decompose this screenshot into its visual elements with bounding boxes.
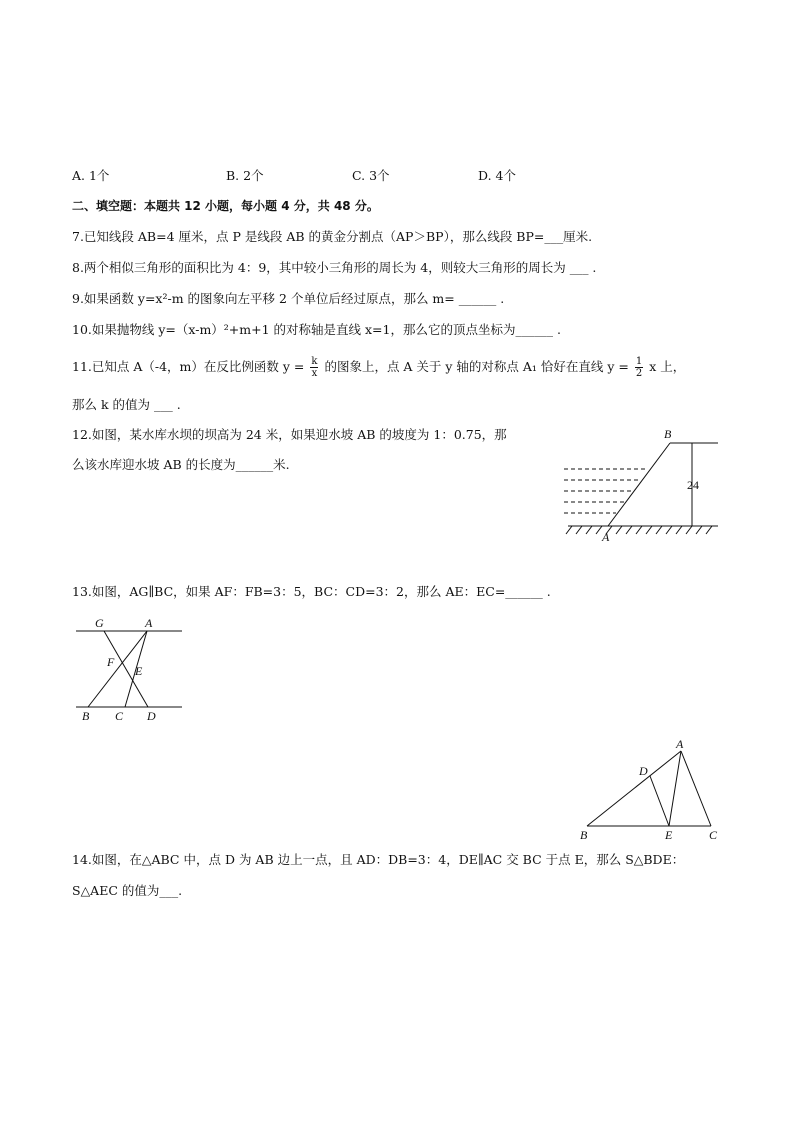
- label-g: G: [95, 616, 104, 630]
- q11-text-1: 11.已知点 A（-4，m）在反比例函数 y =: [72, 359, 305, 374]
- label-e: E: [665, 828, 673, 842]
- question-9: 9.如果函数 y=x²-m 的图象向左平移 2 个单位后经过原点，那么 m= ______ .: [72, 291, 505, 306]
- section-heading: 二、填空题：本题共 12 小题，每小题 4 分，共 48 分。: [72, 199, 379, 213]
- fraction-one-half: $\frac{1}{2}$: [635, 356, 643, 379]
- label-d: D: [147, 709, 156, 723]
- label-height: 24: [687, 478, 699, 492]
- choice-c: C. 3个: [352, 168, 390, 183]
- dam-figure: [560, 425, 725, 545]
- q11-text-2: 的图象上，点 A 关于 y 轴的对称点 A₁ 恰好在直线 y =: [324, 359, 629, 374]
- question-7: 7.已知线段 AB=4 厘米，点 P 是线段 AB 的黄金分割点（AP＞BP），那么线段 BP=___厘米.: [72, 229, 593, 244]
- label-a: A: [602, 530, 610, 544]
- question-12-line-2: 么该水库迎水坡 AB 的长度为______米.: [72, 457, 290, 472]
- choice-a: A. 1个: [72, 168, 110, 183]
- label-e: E: [135, 664, 143, 678]
- question-14-line-1: 14.如图，在△ABC 中，点 D 为 AB 边上一点，且 AD：DB=3：4，DE∥AC 交 BC 于点 E，那么 S△BDE：: [72, 852, 685, 867]
- choice-d: D. 4个: [478, 168, 516, 183]
- choice-b: B. 2个: [226, 168, 264, 183]
- question-8: 8.两个相似三角形的面积比为 4：9，其中较小三角形的周长为 4，则较大三角形的周长为 ___ .: [72, 260, 597, 275]
- question-10: 10.如果抛物线 y=（x-m）²+m+1 的对称轴是直线 x=1，那么它的顶点坐标为______ .: [72, 322, 561, 337]
- triangle-figure: [575, 735, 730, 845]
- label-b: B: [664, 427, 672, 441]
- fraction-k-over-x: $\frac{k}{x}$: [311, 356, 318, 379]
- label-b: B: [580, 828, 588, 842]
- label-f: F: [107, 655, 115, 669]
- label-c: C: [115, 709, 124, 723]
- label-d: D: [639, 764, 648, 778]
- question-12-line-1: 12.如图，某水库水坝的坝高为 24 米，如果迎水坡 AB 的坡度为 1：0.75，那: [72, 427, 507, 442]
- q11-text-3: x 上，: [649, 359, 686, 374]
- label-b: B: [82, 709, 90, 723]
- label-c: C: [709, 828, 718, 842]
- question-13: 13.如图，AG∥BC，如果 AF：FB=3：5，BC：CD=3：2，那么 AE：EC=______ .: [72, 584, 551, 599]
- label-a: A: [145, 616, 153, 630]
- label-a: A: [676, 737, 684, 751]
- parallel-lines-figure: [70, 612, 190, 724]
- question-11-line-2: 那么 k 的值为 ___ .: [72, 397, 181, 412]
- question-11: [72, 356, 685, 379]
- question-14-line-2: S△AEC 的值为___.: [72, 883, 183, 898]
